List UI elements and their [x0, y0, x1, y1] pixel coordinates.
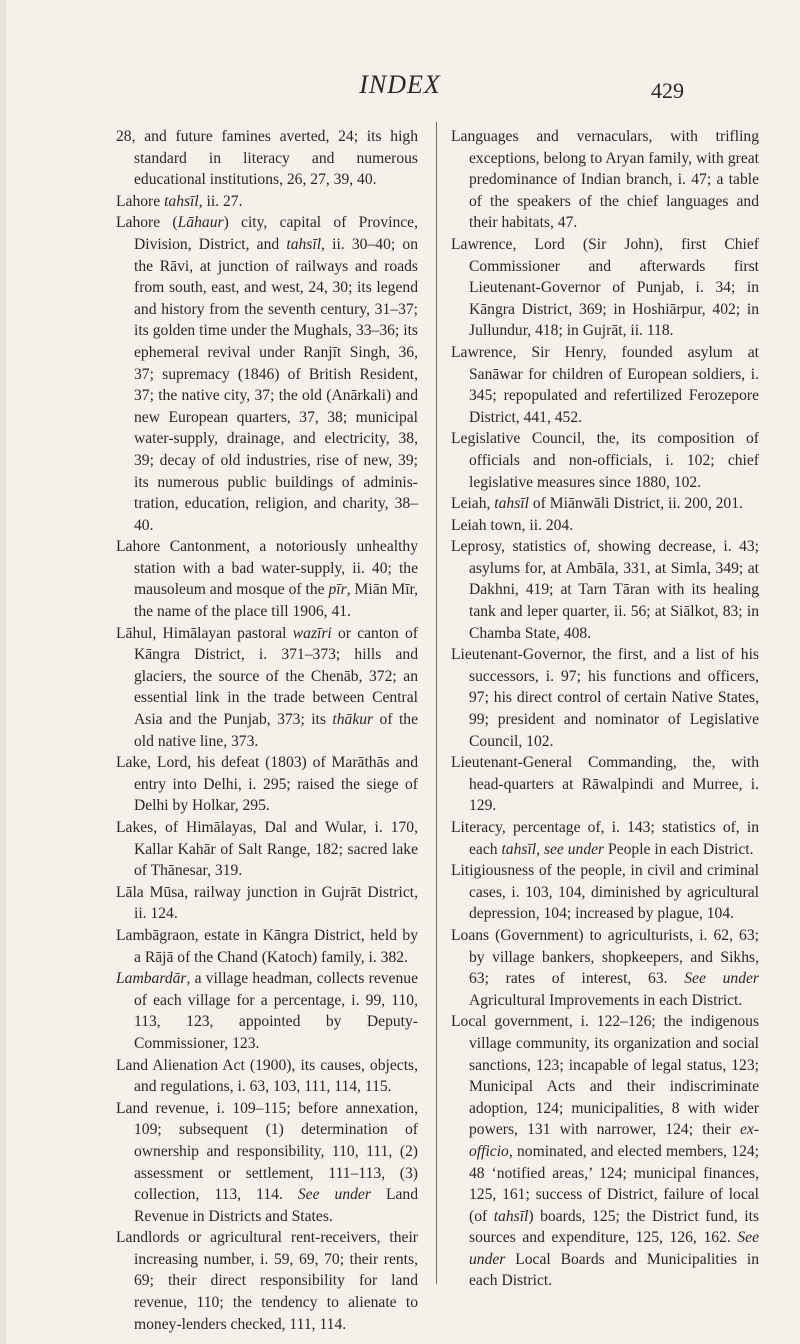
- index-entry: Local government, i. 122–126; the indigenous village community, its organization and social sanctions, 123; incapable of legal status, 123; Municipal Acts and their indiscriminate adoption, 124; municipalities, 8 with wider powers, 131 with narrower, 124; their ex-officio, nominated, and elected members, 124; 48 ‘notified areas,’ 124; municipal finances, 125, 161; success of District, failure of local (of tahsīl) boards, 125; the District fund, its sources and expenditure, 125, 126, 162. See under Local Boards and Municipalities in each District.: [451, 1013, 759, 1290]
- index-entry: Landlords or agricultural rent-receivers, their increasing number, i. 59, 69, 70; their rents, 69; their direct responsibility for land revenue, 110; the tendency to alienate to money-lenders checked, 111, 114.: [116, 1229, 418, 1333]
- index-entry: Lahore Cantonment, a notoriously unhealthy station with a bad water-supply, ii. 40; the mausoleum and mosque of the pīr, Miān Mīr, the name of the place till 1906, 41.: [116, 538, 418, 621]
- index-entry: Lawrence, Sir Henry, founded asylum at Sanāwar for children of European soldiers, i. 345; repopulated and refertilized Ferozepore District, 441, 452.: [451, 343, 759, 426]
- page-number: 429: [651, 78, 684, 103]
- index-entry: Lawrence, Lord (Sir John), first Chief Commissioner and afterwards first Lieutenant-Governor of Punjab, i. 34; in Kāngra District, 369; in Hoshiārpur, 402; in Jullundur, 418; in Gujrāt, ii. 118.: [451, 235, 759, 340]
- index-entry: Lahore (Lāhaur) city, capital of Province, Division, District, and tahsīl, ii. 30–40; on the Rāvi, at junction of railways and roads from south, east, and west, 24, 30; its legend and history from the seventh century, 31–37; its golden time under the Mughals, 33–36; its ephemeral revival under Ranjīt Singh, 36, 37; supremacy (1846) of British Resident, 37; the native city, 37; the old (Anārkali) and new European quarters, 37, 38; municipal water-supply, drainage, and electricity, 38, 39; decay of old industries, rise of new, 39; its numerous public buildings of administration, education, religion, and charity, 38–40.: [116, 214, 418, 534]
- index-entry: Lieutenant-Governor, the first, and a list of his successors, i. 97; his functions and officers, 97; his direct control of certain Native States, 99; president and nominator of Legislative Council, 102.: [451, 646, 759, 750]
- index-entry: Lieutenant-General Commanding, the, with head-quarters at Rāwalpindi and Murree, i. 129.: [451, 754, 759, 815]
- index-entry: Languages and vernaculars, with trifling exceptions, belong to Aryan family, with great predominance of Indian branch, i. 47; a table of the speakers of the chief languages and their habitats, 47.: [451, 128, 759, 232]
- index-entry: 28, and future famines averted, 24; its high standard in literacy and numerous educational institutions, 26, 27, 39, 40.: [116, 128, 418, 189]
- index-entry: Loans (Government) to agriculturists, i. 62, 63; by village bankers, shopkeepers, and Sikhs, 63; rates of interest, 63. See under Agricultural Improvements in each District.: [451, 926, 759, 1009]
- index-entry: Leiah town, ii. 204.: [451, 516, 574, 534]
- index-entry: Lahore tahsīl, ii. 27.: [116, 192, 243, 210]
- index-entry: Lakes, of Himālayas, Dal and Wular, i. 170, Kallar Kahār of Salt Range, 182; sacred lake of Thānesar, 319.: [116, 819, 418, 880]
- index-entry: Lambardār, a village headman, collects revenue of each village for a percentage, i. 99, 110, 113, 123, appointed by Deputy-Commissioner, 123.: [116, 970, 418, 1052]
- running-head: [0, 70, 800, 110]
- index-entry: Lake, Lord, his defeat (1803) of Marāthās and entry into Delhi, i. 295; raised the siege of Delhi by Holkar, 295.: [116, 754, 418, 815]
- index-column-right: [451, 126, 759, 1292]
- index-entry: Litigiousness of the people, in civil and criminal cases, i. 103, 104, diminished by agricultural depression, 104; increased by plague, 104.: [451, 862, 759, 923]
- index-entry: Leiah, tahsīl of Miānwāli District, ii. 200, 201.: [451, 495, 743, 513]
- running-title: INDEX: [359, 70, 441, 99]
- index-entry: Lāla Mūsa, railway junction in Gujrāt District, ii. 124.: [116, 883, 418, 923]
- index-entry: Land revenue, i. 109–115; before annexation, 109; subsequent (1) determination of ownership and responsibility, 110, 111, (2) assessment or settlement, 111–113, (3) collection, 113, 114. See under Land Revenue in Districts and States.: [116, 1099, 418, 1225]
- index-entry: Leprosy, statistics of, showing decrease, i. 43; asylums for, at Ambāla, 331, at Simla, 349; at Dakhni, 419; at Tarn Tāran with its healing tank and leper quarter, ii. 56; at Siālkot, 83; in Chamba State, 408.: [451, 538, 759, 642]
- index-entry: Land Alienation Act (1900), its causes, objects, and regulations, i. 63, 103, 111, 114, 115.: [116, 1056, 418, 1096]
- index-entry: Legislative Council, the, its composition of officials and non-officials, i. 102; chief legislative measures since 1880, 102.: [451, 430, 759, 491]
- column-divider: [436, 122, 437, 1284]
- index-entry: Lambāgraon, estate in Kāngra District, held by a Rājā of the Chand (Katoch) family, i. 382.: [116, 926, 418, 966]
- index-entry: Literacy, percentage of, i. 143; statistics of, in each tahsīl, see under People in each District.: [451, 819, 759, 858]
- page-edge-shadow: [0, 0, 6, 1344]
- index-entry: Lāhul, Himālayan pastoral wazīri or canton of Kāngra District, i. 371–373; hills and glaciers, the source of the Chenāb, 372; an essential link in the trade between Central Asia and the Punjab, 373; its thākur of the old native line, 373.: [116, 624, 419, 750]
- index-column-left: [116, 126, 418, 1335]
